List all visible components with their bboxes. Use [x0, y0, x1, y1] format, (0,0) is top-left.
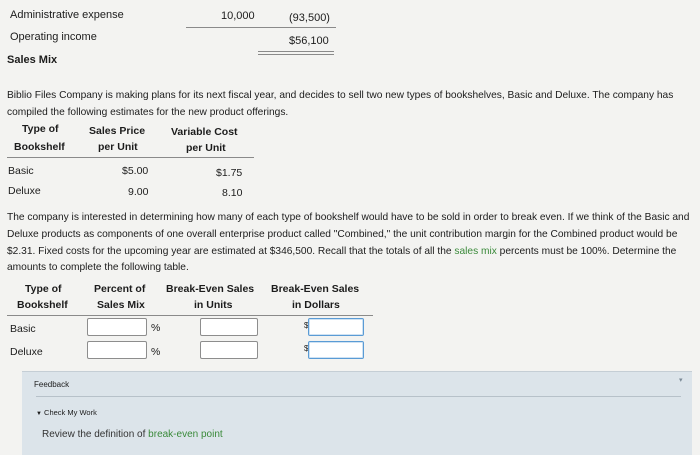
- question-text-1: The company is interested in determining how many of each type of bookshelf would have to be sold in order to break even. If we think of the Basic and Deluxe products as components of one overall enterprise product called "Combined," the unit contribution margin for the Combined product would be $2.31. Fixed costs for the upcoming year are estimated at $346,500. Recall that the totals of all the: [7, 212, 690, 257]
- ans-header-units-l2: in Units: [194, 299, 233, 311]
- ans-header-type-l2: Bookshelf: [17, 299, 68, 311]
- collapse-caret-icon[interactable]: ▾: [679, 377, 683, 384]
- sales-mix-link[interactable]: sales mix: [454, 245, 497, 257]
- admin-expense-label: Administrative expense: [10, 9, 124, 21]
- ans-header-percent-l2: Sales Mix: [97, 299, 145, 311]
- review-text: [42, 429, 223, 440]
- est-header-price-l1: Sales Price: [89, 125, 146, 137]
- basic-units-input[interactable]: [200, 318, 258, 336]
- ans-row-deluxe-type: Deluxe: [10, 346, 43, 358]
- est-header-rule: [7, 157, 254, 158]
- est-header-type-l2: Bookshelf: [14, 141, 65, 153]
- review-prefix: Review the definition of: [42, 429, 149, 440]
- deluxe-dollars-input[interactable]: [308, 341, 364, 359]
- feedback-panel: [22, 371, 692, 455]
- ans-header-rule: [7, 315, 373, 316]
- ans-header-units-l1: Break-Even Sales: [166, 283, 255, 295]
- est-row-basic-cost: $1.75: [216, 167, 243, 179]
- est-header-cost-l2: per Unit: [186, 142, 226, 154]
- admin-expense-total: (93,500): [289, 12, 330, 24]
- basic-dollars-input[interactable]: [308, 318, 364, 336]
- deluxe-units-input[interactable]: [200, 341, 258, 359]
- ans-header-type-l1: Type of: [25, 283, 62, 295]
- feedback-title: Feedback: [34, 380, 70, 389]
- deluxe-dollar-symbol: $: [304, 344, 309, 353]
- est-header-type-l1: Type of: [22, 123, 59, 135]
- est-row-deluxe-cost: 8.10: [222, 187, 243, 199]
- operating-income-label: Operating income: [10, 31, 97, 43]
- total-rule-2: [258, 54, 334, 55]
- ans-header-percent-l1: Percent of: [94, 283, 146, 295]
- feedback-divider: [36, 396, 681, 397]
- intro-paragraph: Biblio Files Company is making plans for its next fiscal year, and decides to sell two new types of bookshelves, Basic and Deluxe. The company has compiled the following estimates for the new product offerings.: [7, 90, 674, 118]
- triangle-down-icon: ▼: [36, 411, 42, 417]
- basic-percent-symbol: %: [151, 322, 161, 334]
- ans-row-basic-type: Basic: [10, 323, 36, 335]
- section-title: Sales Mix: [7, 54, 58, 66]
- ans-header-dollars-l1: Break-Even Sales: [271, 283, 360, 295]
- deluxe-percent-symbol: %: [151, 346, 161, 358]
- est-header-cost-l1: Variable Cost: [171, 126, 238, 138]
- admin-expense-value: 10,000: [221, 10, 255, 22]
- question-text-2: percents must be 100%. Determine the amounts to complete the following table.: [7, 245, 677, 274]
- est-row-basic-type: Basic: [8, 165, 34, 177]
- question-paragraph: [7, 210, 695, 277]
- check-my-work-label: Check My Work: [44, 408, 97, 417]
- est-header-price-l2: per Unit: [98, 141, 138, 153]
- check-my-work-toggle[interactable]: [36, 408, 97, 417]
- ans-header-dollars-l2: in Dollars: [292, 299, 340, 311]
- break-even-point-link[interactable]: break-even point: [148, 429, 223, 440]
- est-row-basic-price: $5.00: [122, 165, 149, 177]
- deluxe-percent-input[interactable]: [87, 341, 147, 359]
- est-row-deluxe-price: 9.00: [128, 186, 149, 198]
- est-row-deluxe-type: Deluxe: [8, 185, 41, 197]
- operating-income-value: $56,100: [289, 35, 329, 47]
- total-rule-1: [258, 51, 334, 52]
- basic-dollar-symbol: $: [304, 321, 309, 330]
- basic-percent-input[interactable]: [87, 318, 147, 336]
- subtotal-rule: [186, 27, 336, 28]
